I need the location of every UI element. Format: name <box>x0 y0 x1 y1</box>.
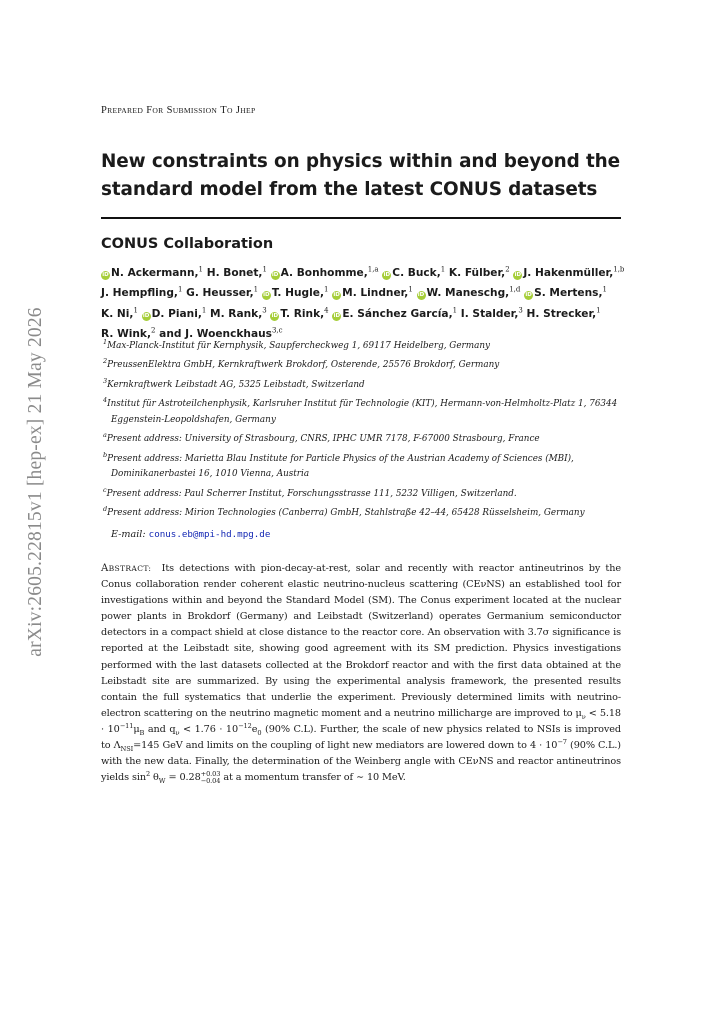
orcid-icon[interactable]: iD <box>333 292 340 299</box>
author-name: S. Mertens, <box>534 287 603 300</box>
affiliation-mark: a <box>103 431 107 440</box>
abstract-text-6: = 0.28 <box>165 772 201 784</box>
abstract-text-3: (90% C.L). Further, the scale of new physics related to NSIs is improved to Λ <box>101 723 621 752</box>
q-unit: e <box>251 723 258 735</box>
author <box>382 267 445 279</box>
author-name: W. Maneschg, <box>426 287 510 300</box>
orcid-icon[interactable]: iD <box>525 292 532 299</box>
abstract-text-5: (90% C.L.) with the new data. Finally, the determination of the Weinberg angle with CEνNS and reactor antineutrinos yields sin <box>101 740 621 784</box>
abstract-text-1: Its detections with pion-decay-at-rest, solar and recently with reactor antineutrinos by the Conus collaboration render coherent elastic neutrino-nucleus scattering (CEνNS) an established tool for investigations within and beyond the Standard Model (SM). The Conus experiment located at the nuclear power plants in Brokdorf (Germany) and Leibstadt (Switzerland) operates Germanium semiconductor detectors in a compact shield at close distance to the reactor core. An observation with 3.7σ significance is reported at the Leibstadt site, showing good agreement with its SM prediction. Physics investigations performed with the last datasets collected at the Brokdorf reactor and with the first data obtained at the Leibstadt site are summarized. By using the experimental analysis framework, the presented results contain the full systematics that underlie the experiment. Previously determined limits with neutrino-electron scattering on the neutrino magnetic moment and a neutrino millicharge are improved to μ <box>101 563 621 719</box>
author-affiliation-mark: 4 <box>324 306 329 315</box>
mu-exponent: −11 <box>119 721 134 730</box>
author-affiliation-mark: 1 <box>323 285 329 294</box>
author-name: E. Sánchez García, <box>342 307 453 320</box>
author-affiliation-mark: 1 <box>133 306 138 315</box>
abstract-text-7: at a momentum transfer of ∼ 10 MeV. <box>220 772 406 784</box>
author <box>262 287 329 299</box>
orcid-icon[interactable]: iD <box>333 312 341 319</box>
author-list <box>101 261 626 343</box>
arxiv-sidebar-stamp <box>14 290 58 674</box>
author <box>186 287 258 299</box>
author-affiliation-mark: 1 <box>602 285 607 294</box>
affiliation <box>103 483 623 502</box>
affiliation-list <box>103 335 623 521</box>
author-name: M. Rank, <box>210 307 263 320</box>
author-name: H. Bonet, <box>206 266 263 279</box>
author-affiliation-mark: 1 <box>177 285 183 294</box>
author-affiliation-mark: 2 <box>505 265 510 273</box>
affiliation-mark: c <box>103 485 107 494</box>
author-name: C. Buck, <box>392 266 441 279</box>
author-affiliation-mark: 2 <box>151 326 156 335</box>
journal-notice <box>101 104 255 116</box>
author-name: R. Wink, <box>101 328 151 341</box>
q-unit-subscript: 0 <box>257 728 262 737</box>
author-affiliation-mark: 1 <box>262 265 267 273</box>
orcid-icon[interactable]: iD <box>102 271 109 278</box>
title-rule <box>101 217 621 219</box>
lambda-subscript: NSI <box>120 744 134 753</box>
orcid-icon[interactable]: iD <box>383 271 391 278</box>
mu-unit-subscript: B <box>139 728 145 737</box>
author-name: J. Hempfling, <box>101 287 178 300</box>
author <box>461 308 523 320</box>
author <box>527 308 601 320</box>
author-name: T. Rink, <box>280 307 325 320</box>
orcid-icon[interactable]: iD <box>514 271 522 278</box>
orcid-icon[interactable]: iD <box>417 292 425 299</box>
q-exponent: −12 <box>238 721 252 730</box>
author <box>449 267 510 279</box>
author <box>513 267 624 279</box>
author-affiliation-mark: 1 <box>201 306 207 315</box>
author-affiliation-mark: 1 <box>596 306 601 315</box>
affiliation-mark: 1 <box>103 338 108 346</box>
author-name: K. Ni, <box>101 307 134 320</box>
affiliation <box>103 502 623 521</box>
author <box>142 308 207 320</box>
author-name: T. Hugle, <box>271 287 324 300</box>
affiliation-mark: 3 <box>103 376 108 385</box>
email-label: E-mail: <box>111 529 146 540</box>
email-address-link[interactable]: conus.eb@mpi-hd.mpg.de <box>148 529 271 540</box>
author-affiliation-mark: 1,d <box>509 285 521 294</box>
author-name: N. Ackermann, <box>111 266 199 279</box>
author-affiliation-mark: 1 <box>198 265 203 273</box>
affiliation-text: Present address: Paul Scherrer Institut, Forschungsstrasse 111, 5232 Villigen, Switzerland. <box>106 488 517 499</box>
author-affiliation-mark: 1 <box>408 285 413 294</box>
author-name: J. Hakenmüller, <box>523 266 614 279</box>
author <box>101 308 138 320</box>
affiliation-text: Kernkraftwerk Leibstadt AG, 5325 Leibstadt, Switzerland <box>107 379 365 390</box>
author-affiliation-mark: 3 <box>262 306 267 315</box>
mu-value: < 5.18 · 10 <box>101 707 621 735</box>
author-name: K. Fülber, <box>448 266 506 279</box>
q-subscript: ν <box>175 728 180 737</box>
author <box>271 267 379 279</box>
affiliation-text: Present address: Mirion Technologies (Canberra) GmbH, Stahlstraße 42–44, 65428 Rüsselsheim, Germany <box>107 507 585 518</box>
affiliation-mark: 2 <box>103 357 108 366</box>
author-affiliation-mark: 3 <box>518 306 523 315</box>
abstract-label: ABSTRACT: <box>101 563 152 574</box>
orcid-icon[interactable]: iD <box>142 312 150 319</box>
author-name: and J. Woenckhaus <box>159 328 272 341</box>
author-affiliation-mark: 1,a <box>367 265 379 273</box>
affiliation-text: Max-Planck-Institut für Kernphysik, Saupfercheckweg 1, 69117 Heidelberg, Germany <box>107 340 490 351</box>
author-affiliation-mark: 1,b <box>613 265 625 273</box>
author <box>417 287 521 299</box>
affiliation <box>103 428 623 447</box>
theta-subscript: W <box>158 777 166 786</box>
author-affiliation-mark: 1 <box>452 306 458 315</box>
affiliation-text: Institut für Astroteilchenphysik, Karlsruher Institut für Technologie (KIT), Hermann-von-Helmholtz-Platz 1, 76344 Eggenstein-Leopoldshafen, Germany <box>107 399 618 425</box>
mu-subscript: ν <box>581 712 586 721</box>
abstract <box>101 561 621 786</box>
author-name: G. Heusser, <box>186 287 254 300</box>
author-name: D. Piani, <box>151 307 202 320</box>
author-name: M. Lindner, <box>342 287 409 300</box>
affiliation <box>103 335 623 354</box>
author <box>207 267 267 279</box>
author-affiliation-mark: 3,c <box>271 326 283 335</box>
q-value: < 1.76 · 10 <box>179 723 239 735</box>
affiliation-text: Present address: Marietta Blau Institute for Particle Physics of the Austrian Academy of Sciences (MBI), Dominikanerbastei 16, 1010 Vienna, Austria <box>107 453 574 480</box>
paper-title: New constraints on physics within and beyond the standard model from the latest CONUS datasets <box>101 151 621 200</box>
arxiv-identifier: arXiv:2605.22815v1 [hep-ex] 21 May 2026 <box>25 307 46 657</box>
author <box>524 287 607 299</box>
affiliation <box>103 354 623 373</box>
author <box>101 267 203 279</box>
author-affiliation-mark: 1 <box>253 285 259 294</box>
affiliation <box>103 374 623 393</box>
author <box>101 287 182 299</box>
affiliation <box>103 393 623 428</box>
author <box>332 308 457 320</box>
theta-symbol: θ <box>150 772 159 784</box>
author-affiliation-mark: 1 <box>440 265 446 273</box>
affiliation-text: Present address: University of Strasbourg, CNRS, IPHC UMR 7178, F-67000 Strasbourg, France <box>106 434 540 445</box>
email-line <box>111 529 270 540</box>
collaboration-name: CONUS Collaboration <box>101 236 274 252</box>
author <box>210 308 267 320</box>
affiliation-text: PreussenElektra GmbH, Kernkraftwerk Brokdorf, Osterende, 25576 Brokdorf, Germany <box>107 360 500 371</box>
coupling-exponent: −7 <box>557 737 567 746</box>
mu-unit: μ <box>133 723 140 735</box>
author-name: H. Strecker, <box>526 307 597 320</box>
orcid-icon[interactable]: iD <box>271 271 279 278</box>
uncertainty-lower: −0.04 <box>200 776 221 785</box>
orcid-icon[interactable]: iD <box>271 312 279 319</box>
author-name: A. Bonhomme, <box>280 266 368 279</box>
author <box>332 287 413 299</box>
affiliation-mark: b <box>103 450 108 459</box>
affiliation <box>103 448 623 483</box>
uncertainty-upper: +0.03 <box>200 769 221 778</box>
abstract-text-2: and q <box>144 723 176 735</box>
author <box>270 308 328 320</box>
orcid-icon[interactable]: iD <box>263 292 270 299</box>
journal-notice-text: PREPARED FOR SUBMISSION TO JHEP <box>101 105 256 116</box>
sin-exponent: 2 <box>145 769 151 778</box>
author-name: I. Stalder, <box>460 307 519 320</box>
abstract-text-4: =145 GeV and limits on the coupling of light new mediators are lowered down to 4 · 10 <box>133 740 558 752</box>
affiliation-mark: d <box>103 504 108 513</box>
affiliation-mark: 4 <box>103 396 108 405</box>
weinberg-uncertainty <box>201 771 221 785</box>
